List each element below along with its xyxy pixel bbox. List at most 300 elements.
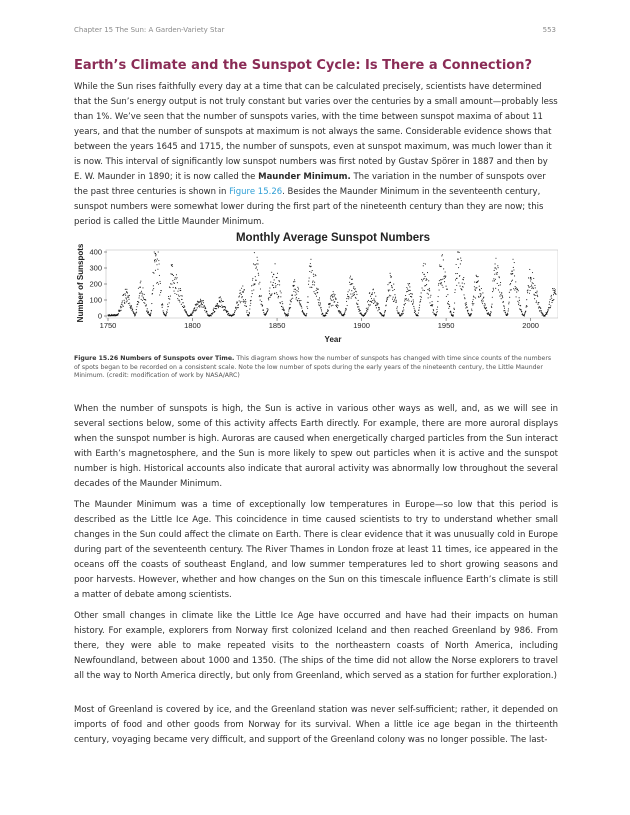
sunspot-data-point bbox=[394, 289, 395, 290]
sunspot-data-point bbox=[306, 306, 307, 307]
sunspot-data-point bbox=[459, 275, 460, 276]
sunspot-data-point bbox=[240, 301, 241, 302]
sunspot-data-point bbox=[391, 276, 392, 277]
x-tick-label: 1900 bbox=[353, 321, 370, 330]
sunspot-data-point bbox=[446, 296, 447, 297]
sunspot-data-point bbox=[511, 289, 512, 290]
sunspot-data-point bbox=[297, 300, 298, 301]
sunspot-data-point bbox=[389, 282, 390, 283]
sunspot-data-point bbox=[136, 306, 137, 307]
sunspot-data-point bbox=[162, 303, 163, 304]
sunspot-data-point bbox=[491, 306, 492, 307]
sunspot-data-point bbox=[441, 279, 442, 280]
sunspot-data-point bbox=[518, 290, 519, 291]
sunspot-data-point bbox=[169, 302, 170, 303]
sunspot-data-point bbox=[412, 294, 413, 295]
sunspot-data-point bbox=[221, 305, 222, 306]
sunspot-data-point bbox=[156, 260, 157, 261]
sunspot-data-point bbox=[183, 307, 184, 308]
sunspot-data-point bbox=[315, 275, 316, 276]
sunspot-data-point bbox=[201, 302, 202, 303]
sunspot-data-point bbox=[463, 277, 464, 278]
sunspot-data-point bbox=[513, 288, 514, 289]
sunspot-data-point bbox=[274, 279, 275, 280]
sunspot-data-point bbox=[296, 297, 297, 298]
sunspot-data-point bbox=[461, 260, 462, 261]
sunspot-data-point bbox=[242, 296, 243, 297]
sunspot-data-point bbox=[459, 252, 460, 253]
sunspot-data-point bbox=[521, 311, 522, 312]
sunspot-data-point bbox=[445, 277, 446, 278]
sunspot-data-point bbox=[172, 264, 173, 265]
sunspot-data-point bbox=[254, 252, 255, 253]
sunspot-data-point bbox=[238, 296, 239, 297]
sunspot-data-point bbox=[275, 283, 276, 284]
sunspot-data-point bbox=[150, 313, 151, 314]
sunspot-data-point bbox=[329, 307, 330, 308]
sunspot-data-point bbox=[271, 294, 272, 295]
sunspot-data-point bbox=[490, 313, 491, 314]
sunspot-data-point bbox=[463, 294, 464, 295]
sunspot-data-point bbox=[313, 280, 314, 281]
cycle-maximum-point bbox=[476, 282, 477, 283]
sunspot-data-point bbox=[244, 305, 245, 306]
cycle-maximum-point bbox=[530, 277, 531, 278]
cycle-minimum-point bbox=[400, 315, 401, 316]
sunspot-data-point bbox=[449, 304, 450, 305]
sunspot-data-point bbox=[156, 254, 157, 255]
sunspot-data-point bbox=[388, 296, 389, 297]
sunspot-data-point bbox=[357, 304, 358, 305]
sunspot-data-point bbox=[518, 304, 519, 305]
sunspot-data-point bbox=[154, 251, 155, 252]
sunspot-data-point bbox=[139, 295, 140, 296]
sunspot-data-point bbox=[356, 291, 357, 292]
sunspot-data-point bbox=[302, 310, 303, 311]
sunspot-data-point bbox=[543, 314, 544, 315]
sunspot-data-point bbox=[496, 274, 497, 275]
sunspot-data-point bbox=[354, 292, 355, 293]
sunspot-data-point bbox=[124, 300, 125, 301]
sunspot-data-point bbox=[344, 313, 345, 314]
sunspot-data-point bbox=[411, 301, 412, 302]
sunspot-data-point bbox=[127, 292, 128, 293]
sunspot-data-point bbox=[221, 298, 222, 299]
sunspot-data-point bbox=[169, 299, 170, 300]
sunspot-data-point bbox=[249, 312, 250, 313]
sunspot-data-point bbox=[146, 310, 147, 311]
sunspot-data-point bbox=[143, 302, 144, 303]
sunspot-data-point bbox=[532, 272, 533, 273]
sunspot-data-point bbox=[129, 305, 130, 306]
sunspot-data-point bbox=[369, 292, 370, 293]
sunspot-data-point bbox=[356, 303, 357, 304]
sunspot-data-point bbox=[399, 313, 400, 314]
sunspot-data-point bbox=[309, 271, 310, 272]
cycle-minimum-point bbox=[265, 314, 266, 315]
sunspot-data-point bbox=[321, 309, 322, 310]
sunspot-data-point bbox=[456, 285, 457, 286]
sunspot-data-point bbox=[548, 308, 549, 309]
sunspot-data-point bbox=[368, 300, 369, 301]
sunspot-data-point bbox=[395, 298, 396, 299]
sunspot-data-point bbox=[161, 290, 162, 291]
sunspot-data-point bbox=[253, 285, 254, 286]
sunspot-data-point bbox=[460, 263, 461, 264]
sunspot-data-point bbox=[504, 308, 505, 309]
sunspot-data-point bbox=[247, 310, 248, 311]
sunspot-data-point bbox=[460, 288, 461, 289]
sunspot-data-point bbox=[186, 312, 187, 313]
sunspot-data-point bbox=[130, 308, 131, 309]
sunspot-data-point bbox=[428, 297, 429, 298]
sunspot-data-point bbox=[503, 301, 504, 302]
sunspot-data-point bbox=[426, 284, 427, 285]
sunspot-data-point bbox=[142, 287, 143, 288]
sunspot-data-point bbox=[447, 289, 448, 290]
sunspot-data-point bbox=[178, 300, 179, 301]
sunspot-data-point bbox=[313, 274, 314, 275]
sunspot-data-point bbox=[293, 291, 294, 292]
sunspot-data-point bbox=[498, 285, 499, 286]
sunspot-data-point bbox=[314, 282, 315, 283]
sunspot-data-point bbox=[131, 310, 132, 311]
sunspot-data-point bbox=[392, 287, 393, 288]
sunspot-data-point bbox=[477, 276, 478, 277]
sunspot-data-point bbox=[170, 296, 171, 297]
x-axis-ticks bbox=[100, 318, 539, 330]
sunspot-data-point bbox=[178, 295, 179, 296]
sunspot-data-point bbox=[273, 282, 274, 283]
sunspot-data-point bbox=[497, 283, 498, 284]
sunspot-data-point bbox=[194, 310, 195, 311]
sunspot-data-point bbox=[405, 303, 406, 304]
sunspot-data-point bbox=[529, 293, 530, 294]
caption-text: This diagram shows how the number of sunspots has changed with time since counts of the numbers of spots began to be recorded on a consistent scale. Note the low number of spots during the early years of the nineteenth century, the Little Maunder Minimum. (credit: modification of work by NASA/ARC) bbox=[74, 355, 552, 380]
sunspot-data-point bbox=[268, 309, 269, 310]
cycle-maximum-point bbox=[273, 274, 274, 275]
cycle-minimum-point bbox=[287, 315, 288, 316]
sunspot-data-point bbox=[476, 287, 477, 288]
sunspot-data-point bbox=[425, 280, 426, 281]
sunspot-data-point bbox=[345, 310, 346, 311]
sunspot-data-point bbox=[194, 307, 195, 308]
sunspot-data-point bbox=[518, 302, 519, 303]
sunspot-data-point bbox=[496, 273, 497, 274]
sunspot-data-point bbox=[281, 292, 282, 293]
sunspot-data-point bbox=[128, 299, 129, 300]
sunspot-data-point bbox=[331, 305, 332, 306]
sunspot-data-point bbox=[546, 314, 547, 315]
cycle-maximum-point bbox=[219, 301, 220, 302]
sunspot-data-point bbox=[320, 302, 321, 303]
cycle-maximum-point bbox=[155, 253, 156, 254]
sunspot-data-point bbox=[251, 290, 252, 291]
sunspot-data-point bbox=[182, 295, 183, 296]
sunspot-data-point bbox=[245, 301, 246, 302]
sunspot-data-point bbox=[261, 301, 262, 302]
sunspot-data-point bbox=[336, 306, 337, 307]
sunspot-data-point bbox=[524, 314, 525, 315]
sunspot-data-point bbox=[541, 312, 542, 313]
sunspot-data-point bbox=[145, 305, 146, 306]
sunspot-data-point bbox=[154, 261, 155, 262]
sunspot-data-point bbox=[393, 297, 394, 298]
sunspot-data-point bbox=[127, 300, 128, 301]
cycle-maximum-point bbox=[200, 300, 201, 301]
sunspot-data-point bbox=[138, 297, 139, 298]
sunspot-data-point bbox=[167, 309, 168, 310]
sunspot-data-point bbox=[516, 292, 517, 293]
cycle-minimum-point bbox=[489, 314, 490, 315]
sunspot-data-point bbox=[159, 294, 160, 295]
sunspot-data-point bbox=[140, 292, 141, 293]
sunspot-data-point bbox=[290, 307, 291, 308]
sunspot-data-point bbox=[534, 298, 535, 299]
sunspot-data-point bbox=[464, 283, 465, 284]
sunspot-data-point bbox=[535, 292, 536, 293]
sunspot-data-point bbox=[491, 307, 492, 308]
sunspot-data-point bbox=[402, 314, 403, 315]
sunspot-data-point bbox=[143, 297, 144, 298]
sunspot-data-point bbox=[126, 301, 127, 302]
sunspot-data-point bbox=[512, 273, 513, 274]
sunspot-data-point bbox=[205, 307, 206, 308]
sunspot-data-point bbox=[153, 273, 154, 274]
sunspot-data-point bbox=[371, 301, 372, 302]
sunspot-data-point bbox=[423, 263, 424, 264]
sunspot-data-point bbox=[177, 282, 178, 283]
sunspot-data-point bbox=[236, 309, 237, 310]
sunspot-data-point bbox=[334, 295, 335, 296]
sunspot-data-point bbox=[319, 305, 320, 306]
sunspot-data-point bbox=[294, 281, 295, 282]
sunspot-data-point bbox=[454, 309, 455, 310]
sunspot-data-point bbox=[202, 304, 203, 305]
sunspot-data-point bbox=[167, 304, 168, 305]
sunspot-data-point bbox=[216, 305, 217, 306]
sunspot-data-point bbox=[420, 296, 421, 297]
sunspot-data-point bbox=[137, 304, 138, 305]
sunspot-data-point bbox=[409, 286, 410, 287]
sunspot-data-point bbox=[535, 295, 536, 296]
x-tick-label: 2000 bbox=[522, 321, 539, 330]
sunspot-data-point bbox=[453, 308, 454, 309]
sunspot-data-point bbox=[397, 310, 398, 311]
sunspot-data-point bbox=[355, 298, 356, 299]
sunspot-data-point bbox=[346, 298, 347, 299]
sunspot-data-point bbox=[468, 314, 469, 315]
sunspot-data-point bbox=[467, 310, 468, 311]
sunspot-data-point bbox=[424, 278, 425, 279]
sunspot-data-point bbox=[257, 269, 258, 270]
sunspot-data-point bbox=[261, 304, 262, 305]
sunspot-data-point bbox=[473, 303, 474, 304]
sunspot-data-point bbox=[392, 290, 393, 291]
sunspot-chart bbox=[72, 228, 558, 350]
sunspot-data-point bbox=[493, 289, 494, 290]
sunspot-data-point bbox=[371, 302, 372, 303]
sunspot-data-point bbox=[441, 255, 442, 256]
sunspot-data-point bbox=[549, 304, 550, 305]
sunspot-data-point bbox=[279, 281, 280, 282]
sunspot-data-point bbox=[479, 286, 480, 287]
sunspot-data-point bbox=[338, 305, 339, 306]
cycle-maximum-point bbox=[293, 285, 294, 286]
cycle-minimum-point bbox=[383, 315, 384, 316]
sunspot-data-point bbox=[176, 294, 177, 295]
cycle-minimum-point bbox=[116, 315, 117, 316]
sunspot-data-point bbox=[317, 299, 318, 300]
sunspot-data-point bbox=[368, 304, 369, 305]
sunspot-data-point bbox=[141, 299, 142, 300]
sunspot-data-point bbox=[272, 285, 273, 286]
sunspot-data-point bbox=[442, 254, 443, 255]
cycle-maximum-point bbox=[408, 290, 409, 291]
sunspot-data-point bbox=[427, 272, 428, 273]
sunspot-data-point bbox=[152, 272, 153, 273]
sunspot-data-point bbox=[481, 301, 482, 302]
sunspot-data-point bbox=[219, 306, 220, 307]
sunspot-data-point bbox=[421, 292, 422, 293]
sunspot-data-point bbox=[373, 298, 374, 299]
sunspot-data-point bbox=[358, 306, 359, 307]
sunspot-data-point bbox=[178, 288, 179, 289]
sunspot-data-point bbox=[545, 315, 546, 316]
sunspot-data-point bbox=[172, 280, 173, 281]
cycle-minimum-point bbox=[523, 315, 524, 316]
sunspot-data-point bbox=[488, 312, 489, 313]
sunspot-data-point bbox=[278, 297, 279, 298]
sunspot-data-point bbox=[142, 293, 143, 294]
sunspot-data-point bbox=[270, 297, 271, 298]
sunspot-data-point bbox=[501, 292, 502, 293]
sunspot-data-point bbox=[180, 290, 181, 291]
sunspot-data-point bbox=[282, 309, 283, 310]
sunspot-data-point bbox=[270, 281, 271, 282]
sunspot-data-point bbox=[298, 288, 299, 289]
sunspot-data-point bbox=[322, 313, 323, 314]
sunspot-data-point bbox=[304, 314, 305, 315]
sunspot-data-point bbox=[392, 299, 393, 300]
sunspot-data-point bbox=[443, 276, 444, 277]
figure-15-26-link[interactable]: Figure 15.26 bbox=[229, 187, 283, 197]
sunspot-data-point bbox=[512, 259, 513, 260]
sunspot-data-point bbox=[160, 283, 161, 284]
sunspot-data-point bbox=[481, 300, 482, 301]
sunspot-data-point bbox=[278, 296, 279, 297]
sunspot-data-point bbox=[123, 294, 124, 295]
sunspot-data-point bbox=[537, 295, 538, 296]
sunspot-data-point bbox=[530, 286, 531, 287]
sunspot-data-point bbox=[390, 275, 391, 276]
sunspot-data-point bbox=[495, 258, 496, 259]
sunspot-data-point bbox=[473, 296, 474, 297]
sunspot-data-point bbox=[207, 313, 208, 314]
sunspot-data-point bbox=[552, 300, 553, 301]
sunspot-data-point bbox=[252, 293, 253, 294]
sunspot-data-point bbox=[158, 251, 159, 252]
sunspot-data-point bbox=[415, 313, 416, 314]
sunspot-data-point bbox=[422, 272, 423, 273]
cycle-minimum-point bbox=[324, 315, 325, 316]
sunspot-data-point bbox=[529, 287, 530, 288]
sunspot-data-point bbox=[429, 288, 430, 289]
sunspot-data-point bbox=[369, 301, 370, 302]
sunspot-data-point bbox=[519, 297, 520, 298]
sunspot-data-point bbox=[259, 296, 260, 297]
sunspot-data-point bbox=[299, 302, 300, 303]
sunspot-data-point bbox=[499, 292, 500, 293]
sunspot-data-point bbox=[407, 288, 408, 289]
sunspot-data-point bbox=[510, 289, 511, 290]
sunspot-data-point bbox=[296, 294, 297, 295]
sunspot-data-point bbox=[442, 287, 443, 288]
sunspot-data-point bbox=[494, 270, 495, 271]
sunspot-data-point bbox=[406, 291, 407, 292]
sunspot-data-point bbox=[138, 288, 139, 289]
sunspot-data-point bbox=[300, 304, 301, 305]
sunspot-data-point bbox=[540, 310, 541, 311]
sunspot-data-point bbox=[256, 280, 257, 281]
sunspot-data-point bbox=[350, 276, 351, 277]
sunspot-data-point bbox=[348, 297, 349, 298]
sunspot-data-point bbox=[159, 275, 160, 276]
sunspot-data-point bbox=[203, 300, 204, 301]
sunspot-data-point bbox=[428, 280, 429, 281]
sunspot-data-point bbox=[548, 309, 549, 310]
sunspot-data-point bbox=[159, 263, 160, 264]
cycle-maximum-point bbox=[310, 266, 311, 267]
sunspot-data-point bbox=[201, 306, 202, 307]
sunspot-data-point bbox=[370, 296, 371, 297]
sunspot-data-point bbox=[180, 288, 181, 289]
sunspot-data-point bbox=[276, 277, 277, 278]
sunspot-data-point bbox=[499, 296, 500, 297]
sunspot-data-point bbox=[262, 305, 263, 306]
sunspot-data-point bbox=[531, 279, 532, 280]
sunspot-data-point bbox=[398, 312, 399, 313]
sunspot-data-point bbox=[246, 312, 247, 313]
sunspot-data-point bbox=[433, 310, 434, 311]
caption-label: Figure 15.26 Numbers of Sunspots over Time. bbox=[74, 355, 235, 362]
sunspot-data-point bbox=[481, 294, 482, 295]
sunspot-data-point bbox=[269, 293, 270, 294]
sunspot-data-point bbox=[263, 310, 264, 311]
cycle-minimum-point bbox=[134, 314, 135, 315]
sunspot-data-point bbox=[502, 296, 503, 297]
cycle-maximum-point bbox=[457, 259, 458, 260]
sunspot-data-point bbox=[337, 307, 338, 308]
sunspot-data-point bbox=[260, 300, 261, 301]
sunspot-data-point bbox=[517, 301, 518, 302]
sunspot-data-point bbox=[509, 292, 510, 293]
sunspot-data-point bbox=[198, 302, 199, 303]
sunspot-data-point bbox=[495, 279, 496, 280]
sunspot-data-point bbox=[261, 295, 262, 296]
sunspot-data-point bbox=[498, 267, 499, 268]
sunspot-data-point bbox=[126, 299, 127, 300]
sunspot-data-point bbox=[254, 283, 255, 284]
sunspot-data-point bbox=[475, 298, 476, 299]
sunspot-data-point bbox=[471, 313, 472, 314]
sunspot-data-point bbox=[283, 309, 284, 310]
sunspot-data-point bbox=[466, 302, 467, 303]
sunspot-data-point bbox=[186, 313, 187, 314]
sunspot-data-point bbox=[121, 304, 122, 305]
sunspot-data-point bbox=[349, 282, 350, 283]
sunspot-data-point bbox=[529, 269, 530, 270]
